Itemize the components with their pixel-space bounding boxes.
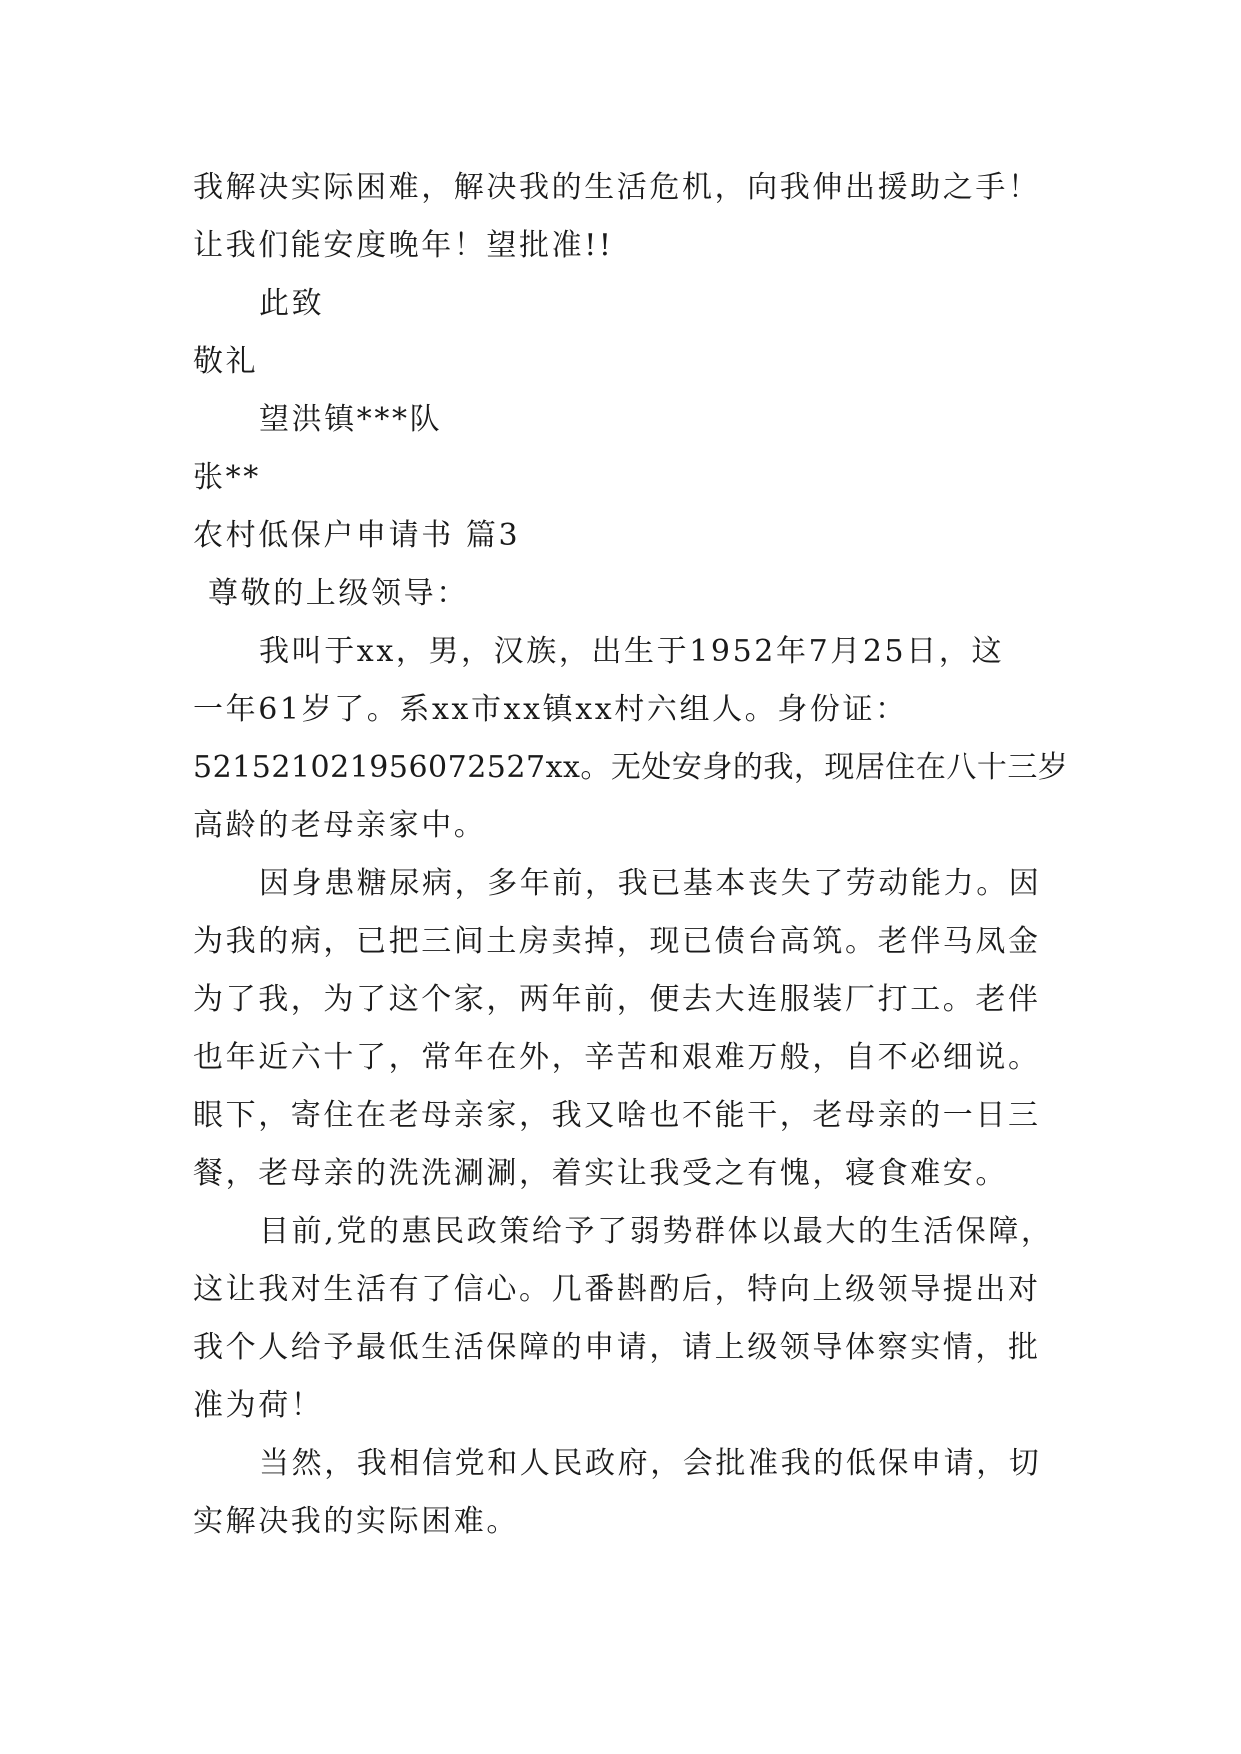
section-heading: 农村低保户申请书 篇3 [193, 518, 521, 553]
paragraph-line: 我叫于xx，男，汉族，出生于1952年7月25日，这 [259, 634, 1005, 669]
closing-phrase: 此致 [259, 286, 325, 321]
paragraph-line: 521521021956072527xx。无处安身的我，现居住在八十三岁 [193, 750, 1069, 785]
paragraph-line: 为我的病，已把三间土房卖掉，现已债台高筑。老伴马凤金 [193, 924, 1041, 959]
paragraph-line: 一年61岁了。系xx市xx镇xx村六组人。身份证： [193, 692, 908, 727]
paragraph-line: 目前,党的惠民政策给予了弱势群体以最大的生活保障， [259, 1214, 1054, 1249]
salutation: 尊敬的上级领导： [208, 576, 469, 611]
paragraph-line: 眼下，寄住在老母亲家，我又啥也不能干，老母亲的一日三 [193, 1098, 1041, 1133]
paragraph-line: 餐，老母亲的洗洗涮涮，着实让我受之有愧，寝食难安。 [193, 1156, 1008, 1191]
body-line: 让我们能安度晚年！望批准!! [193, 228, 614, 263]
sender-name: 张** [193, 460, 261, 495]
paragraph-line: 实解决我的实际困难。 [193, 1504, 519, 1539]
paragraph-line: 这让我对生活有了信心。几番斟酌后，特向上级领导提出对 [193, 1272, 1041, 1307]
document-body [193, 159, 1069, 1551]
paragraph-line: 我个人给予最低生活保障的申请，请上级领导体察实情，批 [193, 1330, 1041, 1365]
paragraph-line: 当然，我相信党和人民政府，会批准我的低保申请，切 [259, 1446, 1042, 1481]
closing-salute: 敬礼 [193, 344, 259, 379]
sender-unit: 望洪镇***队 [259, 402, 443, 437]
paragraph-line: 因身患糖尿病，多年前，我已基本丧失了劳动能力。因 [259, 866, 1042, 901]
paragraph-line: 准为荷！ [193, 1388, 324, 1423]
paragraph-line: 高龄的老母亲家中。 [193, 808, 487, 843]
body-line: 我解决实际困难，解决我的生活危机，向我伸出援助之手！ [193, 170, 1041, 205]
paragraph-line: 也年近六十了，常年在外，辛苦和艰难万般，自不必细说。 [193, 1040, 1041, 1075]
paragraph-line: 为了我，为了这个家，两年前，便去大连服装厂打工。老伴 [193, 982, 1041, 1017]
